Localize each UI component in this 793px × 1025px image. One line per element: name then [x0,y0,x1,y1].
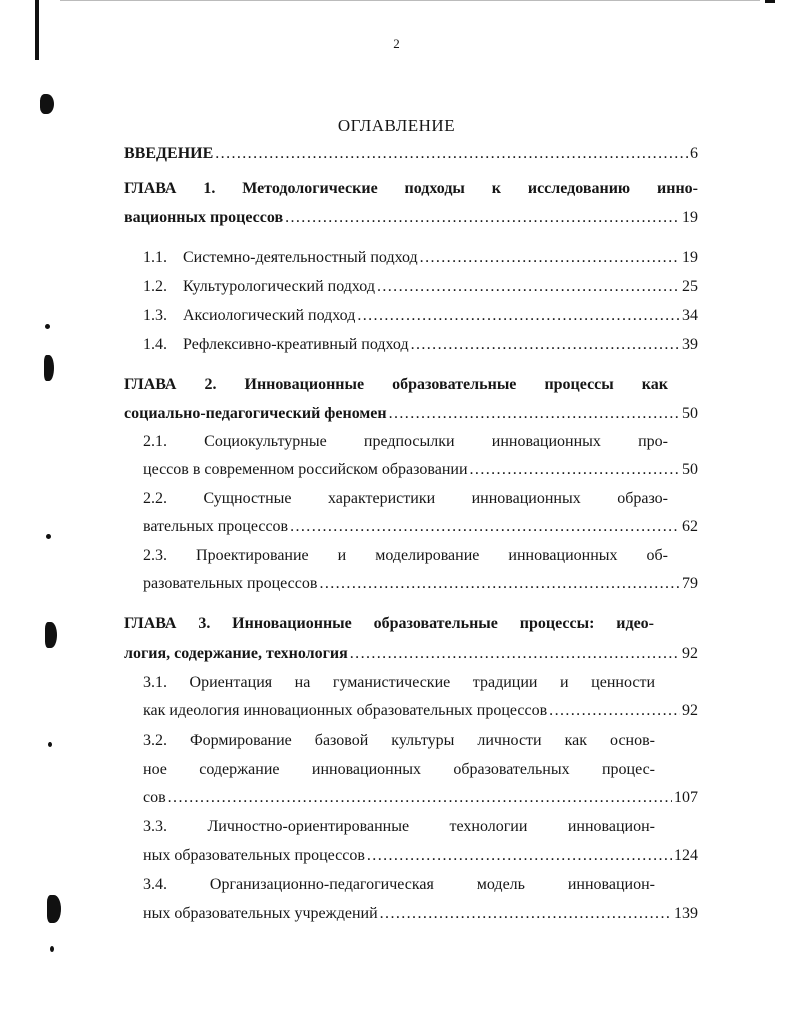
section-title: 2.1. Социокультурные предпосылки инновационных про- [143,433,668,450]
toc-entry-page: 107 [674,789,698,806]
dot-leader [420,247,680,269]
toc-entry-page: 39 [682,336,698,353]
dot-leader [470,459,680,481]
toc-chapter-3-heading[interactable] [124,613,654,635]
toc-entry-title: ГЛАВА 2. Инновационные образовательные процессы как [124,376,668,393]
toc-entry-title: вационных процессов [124,209,284,226]
toc-section-1-1[interactable] [143,247,698,269]
toc-section-1-4[interactable] [143,334,698,356]
dot-leader [411,334,680,356]
toc-entry-page: 139 [674,905,698,922]
toc-section-3-4[interactable] [143,874,655,896]
toc-section-2-2-end[interactable] [143,516,698,538]
section-title: как идеология инновационных образовательных процессов [143,702,548,719]
punch-hole-mark [47,895,61,923]
section-title: Системно-деятельностный подход [183,249,418,266]
toc-title: ОГЛАВЛЕНИЕ [337,116,456,135]
section-title: 3.4. Организационно-педагогическая модель инновацион- [143,876,655,893]
toc-section-3-1-end[interactable] [143,700,698,722]
section-title: разовательных процессов [143,575,318,592]
toc-entry-title: социально-педагогический феномен [124,405,387,422]
toc-entry-page: 92 [682,702,698,719]
dot-leader [357,305,680,327]
toc-entry-page: 6 [690,145,698,162]
toc-section-3-2-cont[interactable] [143,759,655,781]
section-number: 1.1. [143,249,167,266]
dot-leader [168,787,672,809]
section-title: Аксиологический подход [183,307,356,324]
section-title: ных образовательных учреждений [143,905,378,922]
section-title: 3.3. Личностно-ориентированные технологии инновацион- [143,818,655,835]
scan-dot [48,742,52,747]
toc-entry-page: 79 [682,575,698,592]
section-title: 2.2. Сущностные характеристики инновационных образо- [143,490,668,507]
toc-section-3-3[interactable] [143,816,655,838]
section-number: 1.4. [143,336,167,353]
dot-leader [285,207,680,229]
toc-section-2-1-end[interactable] [143,459,698,481]
dot-leader [389,403,680,425]
toc-section-1-2[interactable] [143,276,698,298]
toc-section-3-2[interactable] [143,730,655,752]
toc-entry-page: 19 [682,249,698,266]
dot-leader [350,643,680,665]
section-title: ное содержание инновационных образовательных процес- [143,761,655,778]
scan-edge-mark [60,0,760,1]
toc-entry-page: 92 [682,645,698,662]
dot-leader [215,143,688,165]
toc-entry-page: 50 [682,461,698,478]
dot-leader [367,845,672,867]
punch-hole-mark [40,94,54,114]
toc-section-3-1[interactable] [143,672,655,694]
toc-section-2-3-end[interactable] [143,573,698,595]
section-title: сов [143,789,166,806]
toc-entry-page: 62 [682,518,698,535]
section-number: 1.2. [143,278,167,295]
toc-entry-title: ГЛАВА 3. Инновационные образовательные процессы: идео- [124,615,654,632]
section-title: Рефлексивно-креативный подход [183,336,409,353]
toc-entry-page: 50 [682,405,698,422]
toc-chapter-3-heading-end[interactable] [124,643,698,665]
scan-dot [50,946,54,952]
section-title: вательных процессов [143,518,289,535]
section-title: ных образовательных процессов [143,847,365,864]
toc-chapter-1-heading-end[interactable] [124,207,698,229]
toc-chapter-2-heading-end[interactable] [124,403,698,425]
section-title: 3.2. Формирование базовой культуры личности как основ- [143,732,655,749]
toc-chapter-1-heading[interactable] [124,178,698,200]
punch-hole-mark [45,622,57,648]
toc-entry-page: 124 [674,847,698,864]
section-title: 3.1. Ориентация на гуманистические традиции и ценности [143,674,655,691]
toc-section-2-3[interactable] [143,545,668,567]
section-number: 1.3. [143,307,167,324]
scan-dot [45,324,50,329]
toc-entry-page: 25 [682,278,698,295]
section-title: Культурологический подход [183,278,375,295]
toc-section-2-1[interactable] [143,431,668,453]
toc-section-2-2[interactable] [143,488,668,510]
dot-leader [290,516,680,538]
dot-leader [549,700,680,722]
dot-leader [380,903,672,925]
section-title: цессов в современном российском образовании [143,461,468,478]
toc-entry-introduction[interactable] [124,143,698,165]
toc-section-3-2-end[interactable] [143,787,698,809]
toc-section-3-4-end[interactable] [143,903,698,925]
section-title: 2.3. Проектирование и моделирование инновационных об- [143,547,668,564]
toc-entry-title: ВВЕДЕНИЕ [124,145,214,162]
toc-section-1-3[interactable] [143,305,698,327]
scan-dot [46,534,51,539]
toc-entry-title: логия, содержание, технология [124,645,348,662]
dot-leader [319,573,680,595]
toc-section-3-3-end[interactable] [143,845,698,867]
page-number: 2 [393,36,400,51]
dot-leader [377,276,680,298]
toc-entry-page: 34 [682,307,698,324]
scan-edge-mark [765,0,775,3]
toc-entry-page: 19 [682,209,698,226]
toc-entry-title: ГЛАВА 1. Методологические подходы к исследованию инно- [124,180,698,197]
punch-hole-mark [44,355,54,381]
toc-chapter-2-heading[interactable] [124,374,668,396]
